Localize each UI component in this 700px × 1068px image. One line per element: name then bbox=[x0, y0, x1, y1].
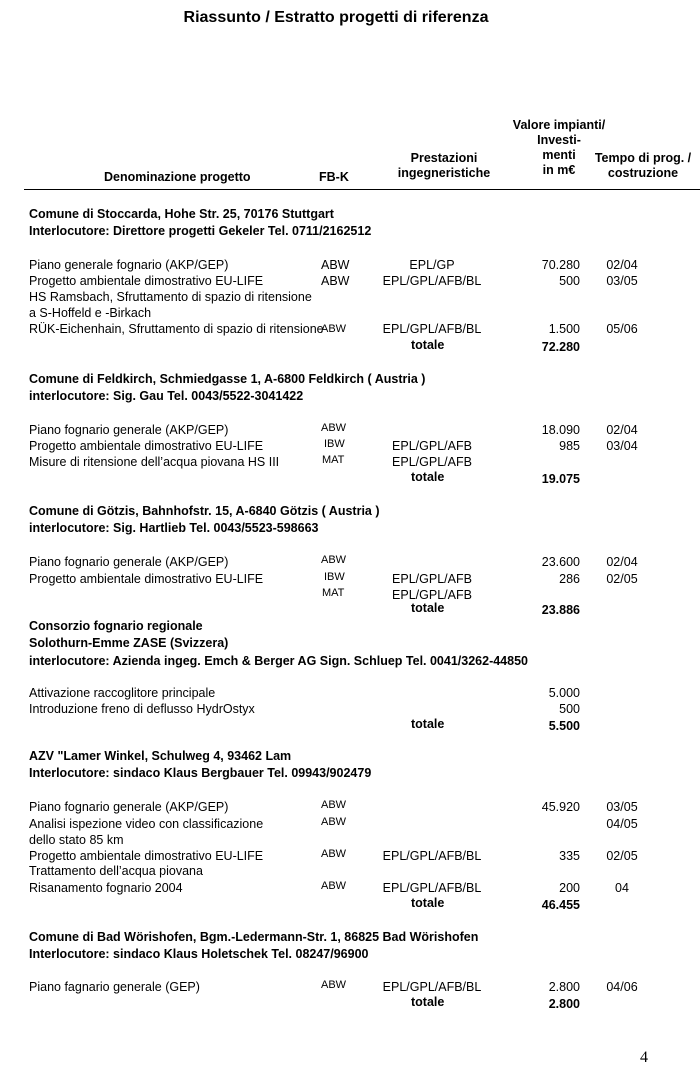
row-tempo: 02/05 bbox=[606, 849, 638, 863]
row-name: Piano fognario generale (AKP/GEP) bbox=[29, 800, 229, 814]
row-name: Introduzione freno di deflusso HydrOstyx bbox=[29, 702, 255, 716]
total-value: 19.075 bbox=[541, 472, 580, 486]
section-heading: Consorzio fognario regionale bbox=[29, 619, 203, 633]
section-contact: interlocutore: Sig. Gau Tel. 0043/5522-3041422 bbox=[29, 389, 304, 403]
row-fbk: ABW bbox=[321, 323, 347, 335]
row-valore: 985 bbox=[559, 439, 580, 453]
row-fbk: ABW bbox=[321, 799, 347, 811]
row-valore: 5.000 bbox=[548, 686, 580, 700]
row-valore: 286 bbox=[559, 572, 580, 586]
header-fbk: FB-K bbox=[319, 170, 349, 184]
total-label: totale bbox=[411, 995, 445, 1009]
row-tempo: 02/04 bbox=[606, 423, 638, 437]
total-label: totale bbox=[411, 470, 445, 484]
row-prestazioni: EPL/GPL/AFB/BL bbox=[382, 881, 482, 895]
row-valore: 500 bbox=[559, 274, 580, 288]
row-tempo: 05/06 bbox=[606, 322, 638, 336]
row-fbk: MAT bbox=[322, 454, 345, 466]
row-name: Progetto ambientale dimostrativo EU-LIFE bbox=[29, 439, 264, 453]
row-prestazioni: EPL/GP bbox=[409, 258, 455, 272]
header-denominazione: Denominazione progetto bbox=[104, 170, 251, 184]
row-name: Progetto ambientale dimostrativo EU-LIFE bbox=[29, 849, 264, 863]
row-prestazioni: EPL/GPL/AFB bbox=[392, 588, 472, 602]
row-prestazioni: EPL/GPL/AFB/BL bbox=[382, 322, 482, 336]
row-tempo: 02/04 bbox=[606, 555, 638, 569]
row-fbk: IBW bbox=[324, 571, 345, 583]
total-label: totale bbox=[411, 896, 445, 910]
section-heading: Comune di Stoccarda, Hohe Str. 25, 70176 Stuttgart bbox=[29, 207, 334, 221]
page-title: Riassunto / Estratto progetti di riferenza bbox=[183, 9, 489, 26]
row-prestazioni: EPL/GPL/AFB/BL bbox=[382, 980, 482, 994]
header-prestazioni bbox=[394, 151, 494, 181]
section-heading: Solothurn-Emme ZASE (Svizzera) bbox=[29, 636, 229, 650]
page-number: 4 bbox=[640, 1049, 648, 1066]
row-name: Piano fognario generale (AKP/GEP) bbox=[29, 555, 229, 569]
section-contact: interlocutore: Sig. Hartlieb Tel. 0043/5523-598663 bbox=[29, 521, 319, 535]
row-name-cont: dello stato 85 km bbox=[29, 833, 124, 847]
row-tempo: 03/05 bbox=[606, 800, 638, 814]
row-valore: 70.280 bbox=[541, 258, 580, 272]
row-fbk: ABW bbox=[321, 979, 347, 991]
total-value: 5.500 bbox=[548, 719, 580, 733]
row-fbk: ABW bbox=[321, 880, 347, 892]
section-contact: Interlocutore: Direttore progetti Gekeler Tel. 0711/2162512 bbox=[29, 224, 372, 238]
section-heading: Comune di Feldkirch, Schmiedgasse 1, A-6800 Feldkirch ( Austria ) bbox=[29, 372, 426, 386]
section-contact: interlocutore: Azienda ingeg. Emch & Berger AG Sign. Schluep Tel. 0041/3262-44850 bbox=[29, 654, 528, 668]
header-prestazioni-line: ingegneristiche bbox=[397, 166, 491, 180]
row-name: Misure di ritensione dell’acqua piovana HS III bbox=[29, 455, 280, 469]
row-name: Analisi ispezione video con classificazione bbox=[29, 817, 264, 831]
row-valore: 23.600 bbox=[541, 555, 580, 569]
row-tempo: 04/06 bbox=[606, 980, 638, 994]
row-tempo: 04/05 bbox=[606, 817, 638, 831]
header-divider bbox=[24, 189, 700, 190]
row-prestazioni: EPL/GPL/AFB bbox=[392, 455, 472, 469]
row-name: Progetto ambientale dimostrativo EU-LIFE bbox=[29, 274, 264, 288]
row-valore: 200 bbox=[559, 881, 580, 895]
row-tempo: 03/04 bbox=[606, 439, 638, 453]
total-label: totale bbox=[411, 338, 445, 352]
row-name: Progetto ambientale dimostrativo EU-LIFE bbox=[29, 572, 264, 586]
header-valore-line: Valore impianti/ bbox=[512, 118, 606, 132]
header-valore-line: Investi- bbox=[537, 133, 581, 147]
row-name: Piano fognario generale (AKP/GEP) bbox=[29, 423, 229, 437]
header-tempo bbox=[586, 151, 700, 181]
section-heading: Comune di Bad Wörishofen, Bgm.-Ledermann-Str. 1, 86825 Bad Wörishofen bbox=[29, 930, 479, 944]
row-tempo: 03/05 bbox=[606, 274, 638, 288]
row-tempo: 02/05 bbox=[606, 572, 638, 586]
total-label: totale bbox=[411, 601, 445, 615]
row-name-cont: a S-Hoffeld e -Birkach bbox=[29, 306, 152, 320]
total-value: 72.280 bbox=[541, 340, 580, 354]
total-label: totale bbox=[411, 717, 445, 731]
row-name: Piano generale fognario (AKP/GEP) bbox=[29, 258, 229, 272]
header-tempo-line: costruzione bbox=[607, 166, 679, 180]
row-prestazioni: EPL/GPL/AFB bbox=[392, 572, 472, 586]
row-tempo: 04 bbox=[615, 881, 629, 895]
section-heading: AZV "Lamer Winkel, Schulweg 4, 93462 Lam bbox=[29, 749, 292, 763]
header-valore-line: in m€ bbox=[542, 163, 576, 177]
row-tempo: 02/04 bbox=[606, 258, 638, 272]
row-name: Risanamento fognario 2004 bbox=[29, 881, 183, 895]
row-fbk: ABW bbox=[321, 274, 350, 288]
header-prestazioni-line: Prestazioni bbox=[410, 151, 478, 165]
row-fbk: ABW bbox=[321, 848, 347, 860]
section-contact: Interlocutore: sindaco Klaus Bergbauer Tel. 09943/902479 bbox=[29, 766, 372, 780]
row-fbk: ABW bbox=[321, 554, 347, 566]
section-contact: Interlocutore: sindaco Klaus Holetschek Tel. 08247/96900 bbox=[29, 947, 369, 961]
row-prestazioni: EPL/GPL/AFB/BL bbox=[382, 274, 482, 288]
row-fbk: IBW bbox=[324, 438, 345, 450]
row-valore: 45.920 bbox=[541, 800, 580, 814]
row-fbk: ABW bbox=[321, 422, 347, 434]
header-tempo-line: Tempo di prog. / bbox=[594, 151, 692, 165]
row-name: RÜK-Eichenhain, Sfruttamento di spazio di ritensione bbox=[29, 322, 324, 336]
row-valore: 500 bbox=[559, 702, 580, 716]
row-prestazioni: EPL/GPL/AFB/BL bbox=[382, 849, 482, 863]
row-name-cont: HS Ramsbach, Sfruttamento di spazio di ritensione bbox=[29, 290, 312, 304]
row-fbk: ABW bbox=[321, 816, 347, 828]
row-fbk: MAT bbox=[322, 587, 345, 599]
total-value: 46.455 bbox=[541, 898, 580, 912]
row-valore: 335 bbox=[559, 849, 580, 863]
row-fbk: ABW bbox=[321, 258, 350, 272]
header-valore-line: menti bbox=[542, 148, 576, 162]
row-valore: 1.500 bbox=[548, 322, 580, 336]
section-heading: Comune di Götzis, Bahnhofstr. 15, A-6840 Götzis ( Austria ) bbox=[29, 504, 380, 518]
row-name: Attivazione raccoglitore principale bbox=[29, 686, 216, 700]
row-valore: 2.800 bbox=[548, 980, 580, 994]
row-valore: 18.090 bbox=[541, 423, 580, 437]
row-name: Piano fagnario generale (GEP) bbox=[29, 980, 200, 994]
row-name-cont: Trattamento dell’acqua piovana bbox=[29, 864, 203, 878]
total-value: 23.886 bbox=[541, 603, 580, 617]
row-prestazioni: EPL/GPL/AFB bbox=[392, 439, 472, 453]
total-value: 2.800 bbox=[548, 997, 580, 1011]
